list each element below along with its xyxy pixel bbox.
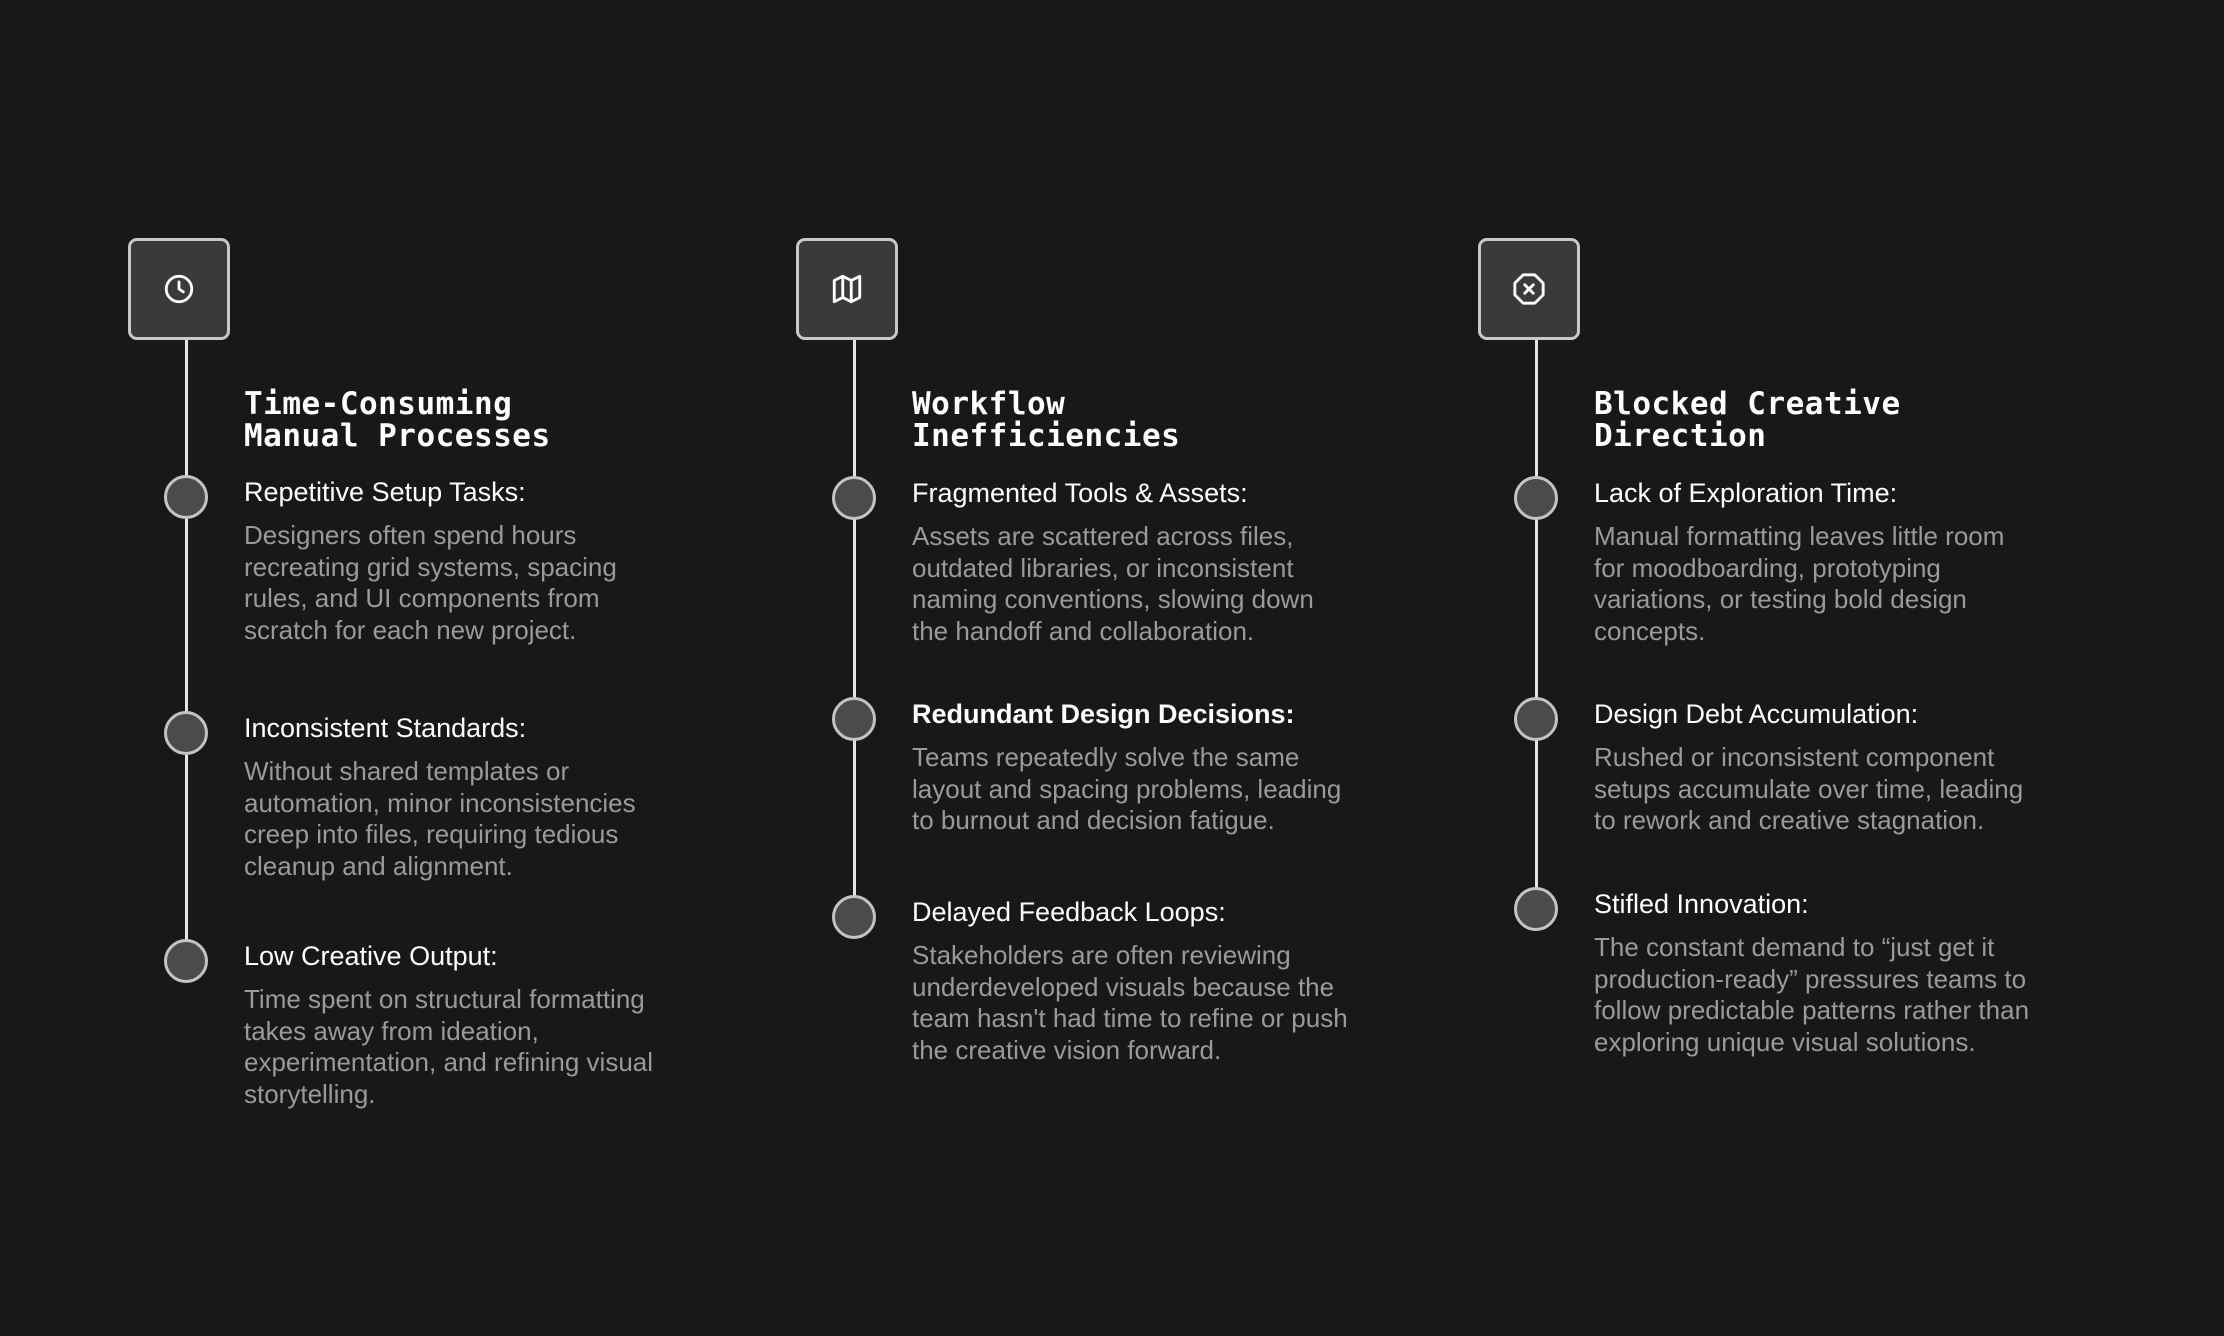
timeline-node <box>832 697 876 741</box>
map-icon-box <box>796 238 898 340</box>
timeline-node <box>1514 476 1558 520</box>
item-title: Fragmented Tools & Assets: <box>912 478 1248 508</box>
item-title: Stifled Innovation: <box>1594 889 1809 919</box>
list-item <box>244 712 724 882</box>
timeline-line <box>853 340 856 920</box>
timeline-line <box>185 340 188 960</box>
timeline-node <box>1514 697 1558 741</box>
item-description: Without shared templates or automation, minor inconsistencies creep into files, requiring tedious cleanup and alignment. <box>244 756 636 881</box>
item-description: Time spent on structural formatting takes away from ideation, experimentation, and refining visual storytelling. <box>244 984 654 1109</box>
list-item <box>244 476 724 646</box>
column-title-line: Direction <box>1594 418 1767 454</box>
item-description: Designers often spend hours recreating grid systems, spacing rules, and UI components from scratch for each new project. <box>244 520 617 645</box>
item-title: Design Debt Accumulation: <box>1594 699 1919 729</box>
item-title: Redundant Design Decisions: <box>912 699 1295 729</box>
item-description: Assets are scattered across files, outdated libraries, or inconsistent naming conventions, slowing down the handoff and collaboration. <box>912 521 1314 646</box>
column-title <box>912 388 1180 452</box>
timeline-node <box>164 711 208 755</box>
column-blocked-direction <box>1478 0 2158 1336</box>
column-title-line: Blocked Creative <box>1594 386 1901 422</box>
column-title-line: Inefficiencies <box>912 418 1181 454</box>
timeline-node <box>164 475 208 519</box>
timeline-line <box>1535 340 1538 910</box>
timeline-node <box>164 939 208 983</box>
clock-icon <box>162 272 196 306</box>
column-title <box>1594 388 1901 452</box>
list-item <box>244 940 724 1110</box>
column-title-line: Workflow <box>912 386 1066 422</box>
list-item <box>912 896 1392 1066</box>
x-octagon-icon <box>1512 272 1546 306</box>
item-description: Stakeholders are often reviewing underdeveloped visuals because the team hasn't had time to refine or push the creative vision forward. <box>912 940 1348 1065</box>
column-title <box>244 388 551 452</box>
item-title: Lack of Exploration Time: <box>1594 478 1898 508</box>
item-title: Inconsistent Standards: <box>244 713 527 743</box>
timeline-node <box>832 895 876 939</box>
list-item <box>1594 698 2074 837</box>
item-title: Repetitive Setup Tasks: <box>244 477 526 507</box>
item-title: Low Creative Output: <box>244 941 498 971</box>
list-item <box>912 698 1392 837</box>
list-item <box>1594 477 2074 647</box>
item-description: The constant demand to “just get it production-ready” pressures teams to follow predictable patterns rather than exploring unique visual solutions. <box>1594 932 2030 1057</box>
column-time-consuming <box>128 0 808 1336</box>
column-workflow <box>796 0 1476 1336</box>
clock-icon-box <box>128 238 230 340</box>
list-item <box>1594 888 2074 1058</box>
map-icon <box>830 272 864 306</box>
item-description: Teams repeatedly solve the same layout and spacing problems, leading to burnout and decision fatigue. <box>912 742 1342 835</box>
column-title-line: Manual Processes <box>244 418 551 454</box>
timeline-node <box>1514 887 1558 931</box>
item-title: Delayed Feedback Loops: <box>912 897 1226 927</box>
column-title-line: Time-Consuming <box>244 386 513 422</box>
x-octagon-icon-box <box>1478 238 1580 340</box>
list-item <box>912 477 1392 647</box>
timeline-node <box>832 476 876 520</box>
item-description: Manual formatting leaves little room for moodboarding, prototyping variations, or testing bold design concepts. <box>1594 521 2005 646</box>
item-description: Rushed or inconsistent component setups accumulate over time, leading to rework and creative stagnation. <box>1594 742 2024 835</box>
